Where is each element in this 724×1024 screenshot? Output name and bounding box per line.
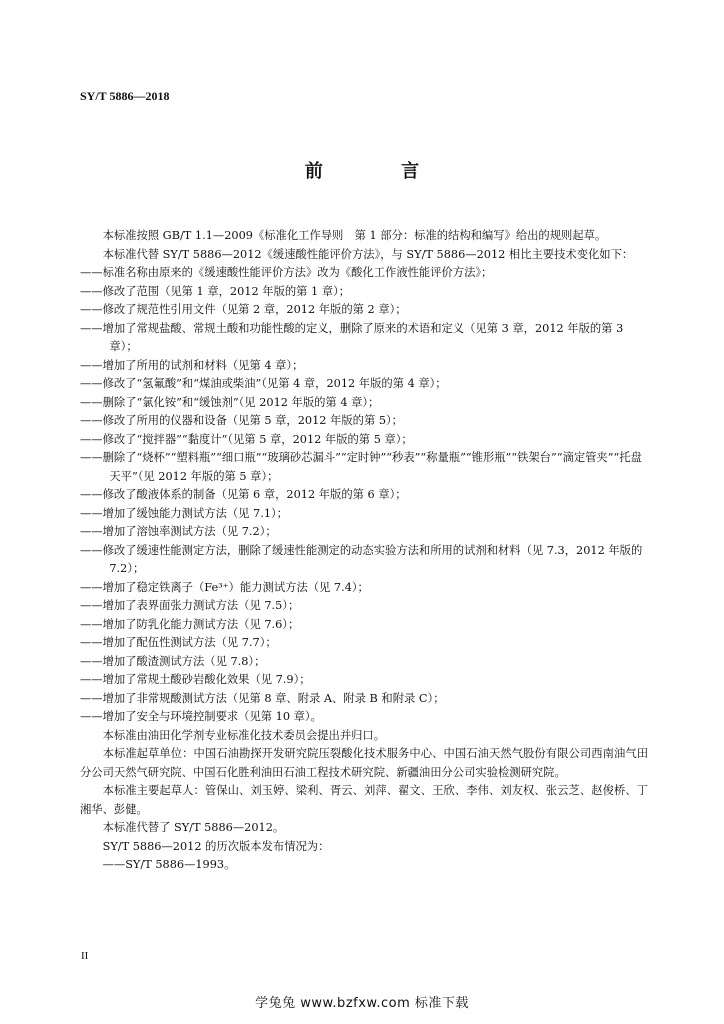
foreword-body [80, 227, 648, 875]
list-item: ——增加了表界面张力测试方法（见 7.5）； [80, 599, 300, 612]
closing-paragraph: 本标准由油田化学剂专业标准化技术委员会提出并归口。 [102, 728, 386, 742]
list-item: ——增加了常规盐酸、常规土酸和功能性酸的定义，删除了原来的术语和定义（见第 3 章，2012 年版的第 3 章）； [80, 321, 624, 353]
list-item: ——增加了配伍性测试方法（见 7.7）； [80, 636, 277, 649]
list-item: ——修改了所用的仪器和设备（见第 5 章，2012 年版的第 5）； [80, 414, 403, 427]
list-item: ——修改了酸液体系的制备（见第 6 章，2012 年版的第 6 章）； [80, 488, 407, 501]
list-item: ——增加了所用的试剂和材料（见第 4 章）； [80, 358, 304, 372]
page-number: II [81, 950, 89, 962]
list-item: ——修改了“氢氟酸”和“煤油或柴油”（见第 4 章，2012 年版的第 4 章）； [80, 377, 447, 390]
list-item: ——删除了“氯化铵”和“缓蚀剂”（见 2012 年版的第 4 章）； [80, 395, 380, 409]
list-item: ——增加了防乳化能力测试方法（见 7.6）； [80, 617, 300, 631]
list-item: ——增加了酸渣测试方法（见 7.8）； [80, 654, 266, 668]
list-item: ——修改了规范性引用文件（见第 2 章，2012 年版的第 2 章）； [80, 303, 407, 316]
replacement-paragraph: 本标准代替了 SY/T 5886—2012。 [102, 821, 285, 834]
footer-watermark: 学兔兔 www.bzfxw.com 标准下载 [255, 996, 469, 1011]
list-item: ——标准名称由原来的《缓速酸性能评价方法》改为《酸化工作液性能评价方法》； [80, 266, 493, 279]
list-item: ——修改了范围（见第 1 章，2012 年版的第 1 章）； [80, 284, 351, 298]
list-item: ——增加了稳定铁离子（Fe³⁺）能力测试方法（见 7.4）； [80, 580, 369, 594]
list-item: ——修改了缓速性能测定方法，删除了缓速性能测定的动态实验方法和所用的试剂和材料（见 7.3，2012 年版的 7.2）； [80, 543, 643, 575]
standard-code: SY/T 5886—2018 [80, 89, 170, 103]
list-item: ——增加了常规土酸砂岩酸化效果（见 7.9）； [80, 673, 311, 686]
intro-paragraph: 本标准按照 GB/T 1.1—2009《标准化工作导则 第 1 部分：标准的结构和编写》给出的规则起草。 [102, 229, 607, 242]
list-item: ——删除了“烧杯”“塑料瓶”“细口瓶”“玻璃砂芯漏斗”“定时钟”“秒表”“称量瓶”“锥形瓶”“铁架台”“滴定管夹”“托盘天平”（见 2012 年版的第 5 章）； [80, 451, 642, 483]
intro-paragraph: 本标准代替 SY/T 5886—2012《缓速酸性能评价方法》，与 SY/T 5886—2012 相比主要技术变化如下： [102, 247, 634, 261]
list-item: ——增加了安全与环境控制要求（见第 10 章）。 [80, 710, 322, 723]
history-paragraph: SY/T 5886—2012 的历次版本发布情况为： [102, 839, 330, 853]
changes-list [80, 264, 648, 727]
history-item: ——SY/T 5886—1993。 [102, 858, 236, 871]
drafting-units-paragraph: 本标准起草单位：中国石油勘探开发研究院压裂酸化技术服务中心、中国石油天然气股份有限公司西南油气田分公司天然气研究院、中国石化胜利油田石油工程技术研究院、新疆油田分公司实验检测研究院。 [80, 747, 648, 779]
list-item: ——增加了非常规酸测试方法（见第 8 章、附录 A、附录 B 和附录 C）； [80, 691, 445, 705]
page-title: 前 言 [304, 161, 456, 182]
list-item: ——修改了“搅拌器”“黏度计”（见第 5 章，2012 年版的第 5 章）； [80, 432, 413, 446]
drafters-paragraph: 本标准主要起草人：管保山、刘玉婷、梁利、胥云、刘萍、翟文、王欣、李伟、刘友权、张云芝、赵俊桥、丁湘华、彭健。 [80, 784, 648, 816]
list-item: ——增加了缓蚀能力测试方法（见 7.1）； [80, 506, 288, 520]
list-item: ——增加了溶蚀率测试方法（见 7.2）； [80, 525, 277, 538]
